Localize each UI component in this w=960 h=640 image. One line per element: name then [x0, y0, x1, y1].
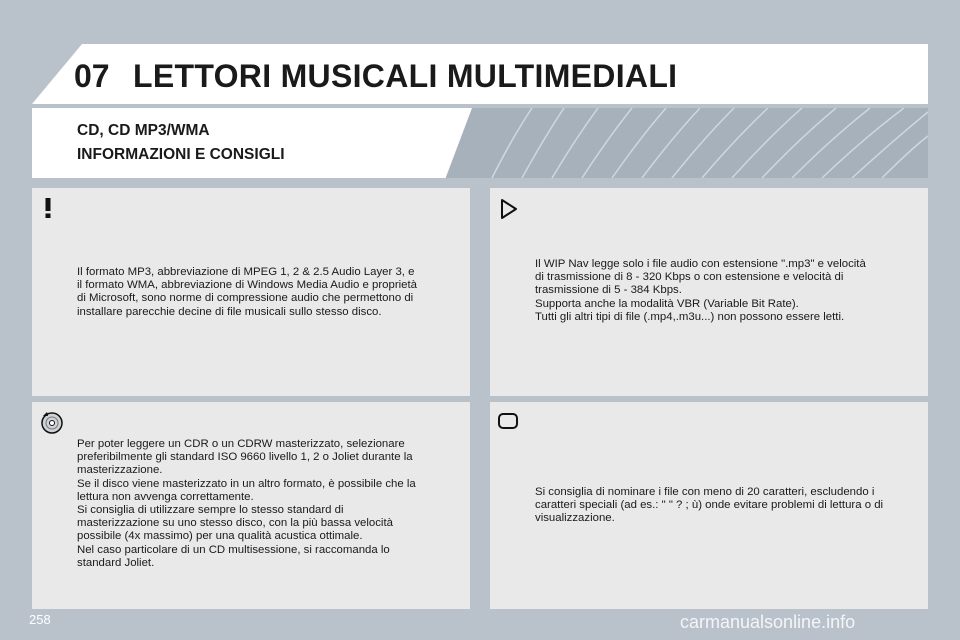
- play-triangle-icon: [496, 197, 520, 221]
- panel-text-cd-burning: Per poter leggere un CDR o un CDRW masterizzato, selezionare preferibilmente gli standard ISO 9660 livello 1, 2 o Joliet durante la masterizzazione. Se il disco viene masterizzato in un altro formato, è possibile che la lettura non avvenga correttamente. Si consiglia di utilizzare sempre lo stesso standard di masterizzazione su uno stesso disco, con la più bassa velocità possibile (4x massimo) per una qualità acustica ottimale. Nel caso particolare di un CD multisessione, si raccomanda lo standard Joliet.: [77, 438, 416, 569]
- panel-text-file-naming: Si consiglia di nominare i file con meno di 20 caratteri, escludendo i caratteri speciali (ad es.: " " ? ; ù) onde evitare problemi di lettura o di visualizzazione.: [535, 486, 884, 525]
- section-header-band: [32, 108, 928, 178]
- watermark-text: carmanualsonline.info: [680, 612, 856, 632]
- decorative-stripes: [452, 108, 928, 178]
- cd-disc-icon: [39, 409, 65, 435]
- rounded-square-icon: [496, 410, 520, 432]
- panel-text-mp3-format: Il formato MP3, abbreviazione di MPEG 1, 2 & 2.5 Audio Layer 3, e il formato WMA, abbreviazione di Windows Media Audio e proprietà di Microsoft, sono norme di compressione audio che permettono di installare parecchie decine di file musicali sullo stesso disco.: [77, 266, 417, 318]
- chapter-title: LETTORI MUSICALI MULTIMEDIALI: [133, 58, 678, 94]
- page-number: 258: [29, 612, 51, 627]
- section-title-line1: CD, CD MP3/WMA: [77, 122, 210, 139]
- section-header-white: [32, 108, 472, 178]
- panel-text-supported-files: Il WIP Nav legge solo i file audio con estensione ".mp3" e velocità di trasmissione di 8 - 320 Kbps o con estensione e velocità di trasmissione di 5 - 384 Kbps. Supporta anche la modalità VBR (Variable Bit Rate). Tutti gli altri tipi di file (.mp4,.m3u...) non possono essere letti.: [535, 258, 866, 323]
- section-title-line2: INFORMAZIONI E CONSIGLI: [77, 146, 285, 163]
- exclamation-icon: [36, 196, 60, 220]
- chapter-number: 07: [74, 58, 110, 94]
